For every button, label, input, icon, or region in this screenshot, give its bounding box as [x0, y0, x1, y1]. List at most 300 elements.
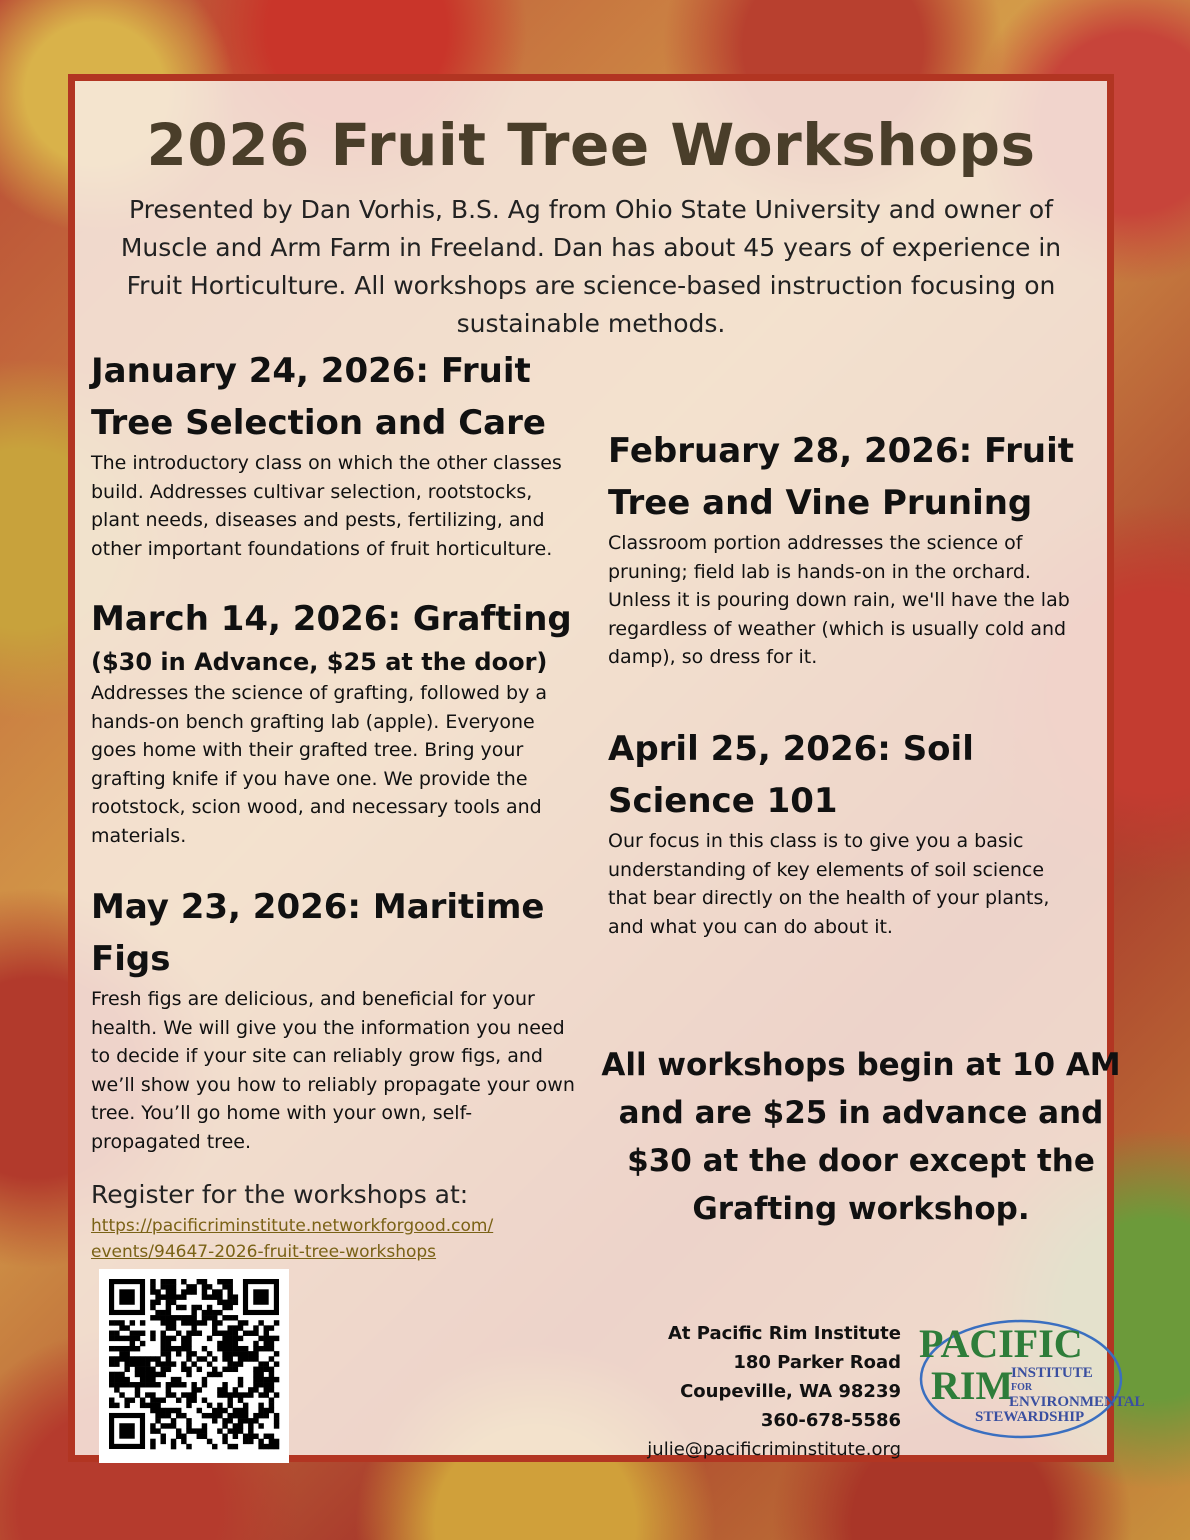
- qr-module: [155, 1361, 160, 1366]
- qr-module: [166, 1310, 171, 1315]
- qr-module: [238, 1356, 243, 1361]
- qr-module: [181, 1289, 186, 1294]
- qr-module: [269, 1382, 274, 1387]
- qr-module: [207, 1372, 212, 1377]
- qr-module: [130, 1320, 135, 1325]
- qr-module: [233, 1351, 238, 1356]
- qr-module: [191, 1387, 196, 1392]
- qr-module: [248, 1356, 253, 1361]
- qr-module: [124, 1336, 129, 1341]
- qr-module: [150, 1356, 155, 1361]
- qr-module: [124, 1382, 129, 1387]
- qr-module: [233, 1361, 238, 1366]
- qr-module: [191, 1428, 196, 1433]
- qr-module: [140, 1320, 145, 1325]
- qr-module: [155, 1315, 160, 1320]
- qr-module: [222, 1315, 227, 1320]
- qr-module: [269, 1397, 274, 1402]
- qr-module: [202, 1397, 207, 1402]
- qr-module: [155, 1372, 160, 1377]
- qr-module: [243, 1434, 248, 1439]
- qr-module: [186, 1331, 191, 1336]
- qr-module: [212, 1315, 217, 1320]
- qr-module: [202, 1377, 207, 1382]
- qr-module: [161, 1320, 166, 1325]
- qr-module: [140, 1397, 145, 1402]
- qr-module: [171, 1408, 176, 1413]
- workshop-heading: March 14, 2026: Grafting: [91, 599, 572, 639]
- qr-module: [181, 1367, 186, 1372]
- qr-module: [181, 1305, 186, 1310]
- qr-module: [227, 1341, 232, 1346]
- qr-module: [217, 1403, 222, 1408]
- qr-module: [233, 1336, 238, 1341]
- qr-module: [114, 1320, 119, 1325]
- address-line3: Coupeville, WA 98239: [680, 1381, 901, 1402]
- qr-module: [171, 1279, 176, 1284]
- qr-module: [161, 1397, 166, 1402]
- qr-module: [202, 1284, 207, 1289]
- workshop-heading: May 23, 2026: Maritime Figs: [91, 887, 545, 979]
- qr-module: [227, 1294, 232, 1299]
- qr-module: [155, 1310, 160, 1315]
- qr-module: [227, 1444, 232, 1449]
- qr-module: [197, 1305, 202, 1310]
- qr-module: [130, 1356, 135, 1361]
- address-block: [545, 1319, 901, 1464]
- qr-module: [217, 1331, 222, 1336]
- qr-module: [212, 1289, 217, 1294]
- qr-module: [114, 1382, 119, 1387]
- workshop-pricing-note: All workshops begin at 10 AM and are $25 in advance and $30 at the door except the Grafting workshop.: [601, 1047, 1121, 1227]
- qr-module: [258, 1367, 263, 1372]
- qr-module: [150, 1289, 155, 1294]
- qr-module: [212, 1310, 217, 1315]
- qr-module: [130, 1397, 135, 1402]
- qr-module: [114, 1346, 119, 1351]
- qr-module: [181, 1439, 186, 1444]
- qr-module: [140, 1361, 145, 1366]
- qr-module: [109, 1356, 114, 1361]
- qr-module: [253, 1351, 258, 1356]
- qr-module: [197, 1356, 202, 1361]
- qr-module: [171, 1423, 176, 1428]
- qr-module: [161, 1423, 166, 1428]
- qr-module: [150, 1377, 155, 1382]
- qr-module: [243, 1408, 248, 1413]
- workshop-description: Fresh figs are delicious, and beneficial for your health. We will give you the information you need to decide if your site can reliably grow figs, and we’ll show you how to reliably propagate your own tree. You’ll go home with your own, self-propagated tree.: [91, 988, 575, 1153]
- qr-module: [150, 1300, 155, 1305]
- register-link-line2[interactable]: events/94647-2026-fruit-tree-workshops: [91, 1242, 437, 1262]
- qr-module: [150, 1439, 155, 1444]
- qr-module: [181, 1315, 186, 1320]
- qr-module: [274, 1418, 279, 1423]
- qr-module: [145, 1367, 150, 1372]
- qr-module: [176, 1346, 181, 1351]
- qr-module: [274, 1439, 279, 1444]
- qr-module: [274, 1320, 279, 1325]
- qr-module: [161, 1439, 166, 1444]
- qr-module: [212, 1356, 217, 1361]
- qr-module: [130, 1336, 135, 1341]
- qr-module: [130, 1382, 135, 1387]
- qr-module: [150, 1408, 155, 1413]
- qr-module: [166, 1392, 171, 1397]
- qr-module: [181, 1392, 186, 1397]
- qr-module: [269, 1439, 274, 1444]
- qr-module: [119, 1325, 124, 1330]
- qr-module: [119, 1377, 124, 1382]
- qr-module: [186, 1351, 191, 1356]
- qr-module: [186, 1423, 191, 1428]
- qr-module: [227, 1428, 232, 1433]
- qr-module: [227, 1403, 232, 1408]
- qr-module: [191, 1284, 196, 1289]
- workshop-february: [608, 425, 1078, 672]
- qr-module: [155, 1408, 160, 1413]
- qr-module: [233, 1392, 238, 1397]
- qr-module: [264, 1341, 269, 1346]
- qr-module: [114, 1372, 119, 1377]
- qr-module: [233, 1300, 238, 1305]
- qr-module: [140, 1367, 145, 1372]
- qr-module: [253, 1346, 258, 1351]
- qr-module: [166, 1387, 171, 1392]
- qr-module: [238, 1428, 243, 1433]
- qr-module: [264, 1444, 269, 1449]
- qr-module: [186, 1315, 191, 1320]
- qr-module: [202, 1315, 207, 1320]
- qr-module: [227, 1325, 232, 1330]
- qr-module: [238, 1413, 243, 1418]
- qr-module: [207, 1336, 212, 1341]
- qr-module: [166, 1346, 171, 1351]
- qr-module: [197, 1331, 202, 1336]
- qr-module: [166, 1279, 171, 1284]
- qr-code[interactable]: [99, 1269, 289, 1463]
- qr-module: [135, 1387, 140, 1392]
- qr-module: [258, 1372, 263, 1377]
- qr-module: [171, 1418, 176, 1423]
- qr-module: [176, 1377, 181, 1382]
- qr-module: [227, 1367, 232, 1372]
- qr-module: [269, 1372, 274, 1377]
- qr-module: [233, 1428, 238, 1433]
- qr-module: [238, 1392, 243, 1397]
- qr-module: [114, 1387, 119, 1392]
- qr-module: [227, 1289, 232, 1294]
- qr-module: [171, 1284, 176, 1289]
- qr-module: [197, 1387, 202, 1392]
- qr-module: [264, 1377, 269, 1382]
- qr-module: [243, 1439, 248, 1444]
- qr-module: [258, 1408, 263, 1413]
- qr-module: [258, 1444, 263, 1449]
- qr-module: [269, 1367, 274, 1372]
- qr-module: [155, 1356, 160, 1361]
- qr-module: [212, 1418, 217, 1423]
- qr-module: [207, 1403, 212, 1408]
- qr-module: [155, 1418, 160, 1423]
- qr-module: [212, 1367, 217, 1372]
- qr-module: [186, 1341, 191, 1346]
- qr-module: [227, 1279, 232, 1284]
- qr-module: [233, 1423, 238, 1428]
- qr-module: [248, 1418, 253, 1423]
- qr-module: [197, 1408, 202, 1413]
- flyer-panel: [68, 74, 1145, 1462]
- qr-module: [212, 1408, 217, 1413]
- qr-module: [264, 1434, 269, 1439]
- qr-module: [171, 1325, 176, 1330]
- qr-module: [264, 1367, 269, 1372]
- qr-module: [233, 1315, 238, 1320]
- qr-module: [217, 1413, 222, 1418]
- qr-module: [166, 1351, 171, 1356]
- qr-module: [109, 1336, 114, 1341]
- qr-module: [161, 1367, 166, 1372]
- qr-module: [217, 1289, 222, 1294]
- qr-module: [227, 1346, 232, 1351]
- qr-module: [140, 1341, 145, 1346]
- qr-module: [109, 1397, 114, 1402]
- qr-module: [207, 1315, 212, 1320]
- qr-module: [264, 1331, 269, 1336]
- workshop-heading: February 28, 2026: Fruit Tree and Vine Pruning: [608, 431, 1074, 523]
- qr-module: [176, 1315, 181, 1320]
- qr-module: [217, 1372, 222, 1377]
- qr-module: [217, 1346, 222, 1351]
- qr-module: [155, 1413, 160, 1418]
- qr-module: [124, 1351, 129, 1356]
- qr-module: [217, 1341, 222, 1346]
- qr-module: [161, 1310, 166, 1315]
- qr-module: [119, 1346, 124, 1351]
- qr-module: [253, 1387, 258, 1392]
- qr-module: [161, 1284, 166, 1289]
- qr-module: [186, 1397, 191, 1402]
- qr-module: [181, 1336, 186, 1341]
- qr-module: [161, 1341, 166, 1346]
- qr-module: [191, 1351, 196, 1356]
- register-link-line1[interactable]: https://pacificriminstitute.networkforgood.com/: [91, 1216, 494, 1236]
- qr-module: [171, 1300, 176, 1305]
- qr-module: [130, 1331, 135, 1336]
- qr-module: [227, 1413, 232, 1418]
- qr-module: [186, 1289, 191, 1294]
- qr-module: [269, 1325, 274, 1330]
- qr-module: [264, 1361, 269, 1366]
- qr-module: [155, 1294, 160, 1299]
- qr-module: [145, 1377, 150, 1382]
- qr-module: [166, 1341, 171, 1346]
- qr-module: [150, 1444, 155, 1449]
- qr-module: [222, 1418, 227, 1423]
- workshop-april: [608, 723, 1078, 941]
- qr-module: [124, 1361, 129, 1366]
- qr-module: [176, 1408, 181, 1413]
- qr-module: [197, 1428, 202, 1433]
- qr-module: [202, 1346, 207, 1351]
- qr-module: [124, 1403, 129, 1408]
- qr-module: [171, 1346, 176, 1351]
- qr-module: [135, 1367, 140, 1372]
- qr-module: [243, 1392, 248, 1397]
- qr-module: [233, 1294, 238, 1299]
- qr-module: [181, 1341, 186, 1346]
- qr-module: [248, 1423, 253, 1428]
- qr-module: [258, 1413, 263, 1418]
- qr-module: [119, 1382, 124, 1387]
- qr-module: [258, 1377, 263, 1382]
- qr-module: [181, 1279, 186, 1284]
- qr-module: [269, 1377, 274, 1382]
- qr-module: [238, 1397, 243, 1402]
- qr-module: [171, 1289, 176, 1294]
- workshop-heading: January 24, 2026: Fruit Tree Selection and Care: [91, 351, 546, 443]
- qr-module: [145, 1382, 150, 1387]
- workshop-description: Addresses the science of grafting, followed by a hands-on bench grafting lab (apple). Everyone goes home with their grafted tree. Bring your grafting knife if you have one. We provide the rootstock, scion wood, and necessary tools and materials.: [91, 682, 547, 847]
- qr-module: [171, 1392, 176, 1397]
- qr-module: [119, 1392, 124, 1397]
- qr-module: [227, 1284, 232, 1289]
- qr-module: [222, 1439, 227, 1444]
- qr-module: [207, 1351, 212, 1356]
- qr-module: [171, 1336, 176, 1341]
- qr-module: [202, 1356, 207, 1361]
- qr-module: [109, 1346, 114, 1351]
- qr-module: [140, 1356, 145, 1361]
- qr-module: [140, 1372, 145, 1377]
- qr-module: [124, 1367, 129, 1372]
- qr-finder: [119, 1289, 134, 1304]
- qr-module: [186, 1346, 191, 1351]
- qr-module: [248, 1351, 253, 1356]
- qr-module: [161, 1408, 166, 1413]
- qr-module: [264, 1408, 269, 1413]
- qr-module: [243, 1403, 248, 1408]
- qr-module: [269, 1356, 274, 1361]
- qr-module: [155, 1397, 160, 1402]
- workshop-price: ($30 in Advance, $25 at the door): [91, 648, 548, 676]
- qr-module: [155, 1382, 160, 1387]
- qr-module: [130, 1346, 135, 1351]
- qr-module: [161, 1361, 166, 1366]
- qr-module: [155, 1300, 160, 1305]
- qr-module: [238, 1382, 243, 1387]
- logo-word-pacific: PACIFIC: [919, 1321, 1083, 1366]
- qr-module: [109, 1403, 114, 1408]
- qr-module: [145, 1361, 150, 1366]
- email-address[interactable]: julie@pacificriminstitute.org: [647, 1439, 901, 1460]
- logo-line-institute: INSTITUTE: [1011, 1365, 1093, 1381]
- qr-module: [253, 1325, 258, 1330]
- qr-module: [258, 1320, 263, 1325]
- qr-module: [150, 1315, 155, 1320]
- qr-module: [161, 1315, 166, 1320]
- qr-module: [253, 1382, 258, 1387]
- qr-module: [264, 1413, 269, 1418]
- qr-module: [207, 1361, 212, 1366]
- qr-module: [269, 1336, 274, 1341]
- qr-module: [176, 1331, 181, 1336]
- qr-module: [253, 1356, 258, 1361]
- qr-module: [269, 1444, 274, 1449]
- qr-module: [248, 1439, 253, 1444]
- qr-module: [197, 1367, 202, 1372]
- address-line1: At Pacific Rim Institute: [667, 1323, 901, 1344]
- qr-module: [150, 1392, 155, 1397]
- qr-finder: [253, 1289, 268, 1304]
- qr-module: [233, 1387, 238, 1392]
- qr-module: [202, 1423, 207, 1428]
- qr-module: [181, 1382, 186, 1387]
- qr-module: [155, 1428, 160, 1433]
- qr-module: [191, 1315, 196, 1320]
- qr-module: [124, 1346, 129, 1351]
- qr-module: [186, 1428, 191, 1433]
- qr-module: [222, 1434, 227, 1439]
- qr-module: [253, 1372, 258, 1377]
- qr-module: [222, 1356, 227, 1361]
- qr-module: [176, 1305, 181, 1310]
- qr-module: [191, 1331, 196, 1336]
- qr-module: [186, 1367, 191, 1372]
- qr-module: [109, 1320, 114, 1325]
- qr-module: [238, 1423, 243, 1428]
- qr-module: [222, 1331, 227, 1336]
- qr-module: [264, 1382, 269, 1387]
- qr-module: [186, 1336, 191, 1341]
- qr-module: [150, 1382, 155, 1387]
- qr-module: [212, 1294, 217, 1299]
- qr-module: [238, 1351, 243, 1356]
- qr-module: [217, 1300, 222, 1305]
- qr-module: [258, 1403, 263, 1408]
- qr-module: [217, 1408, 222, 1413]
- qr-module: [217, 1428, 222, 1433]
- registration-block: [91, 1177, 561, 1265]
- qr-module: [186, 1284, 191, 1289]
- qr-module: [269, 1403, 274, 1408]
- qr-module: [114, 1331, 119, 1336]
- qr-module: [135, 1331, 140, 1336]
- qr-module: [150, 1336, 155, 1341]
- register-link[interactable]: [91, 1213, 561, 1265]
- qr-module: [130, 1341, 135, 1346]
- qr-module: [124, 1356, 129, 1361]
- qr-module: [166, 1289, 171, 1294]
- qr-module: [145, 1403, 150, 1408]
- qr-module: [238, 1320, 243, 1325]
- qr-module: [227, 1351, 232, 1356]
- qr-module: [238, 1361, 243, 1366]
- qr-finder: [119, 1423, 134, 1438]
- qr-module: [212, 1331, 217, 1336]
- qr-module: [264, 1392, 269, 1397]
- qr-module: [227, 1331, 232, 1336]
- qr-module: [166, 1305, 171, 1310]
- qr-module: [212, 1444, 217, 1449]
- qr-module: [202, 1310, 207, 1315]
- qr-module: [135, 1336, 140, 1341]
- qr-module: [227, 1361, 232, 1366]
- qr-module: [124, 1397, 129, 1402]
- qr-module: [269, 1341, 274, 1346]
- qr-module: [243, 1320, 248, 1325]
- workshop-january: [91, 345, 581, 563]
- qr-module: [166, 1408, 171, 1413]
